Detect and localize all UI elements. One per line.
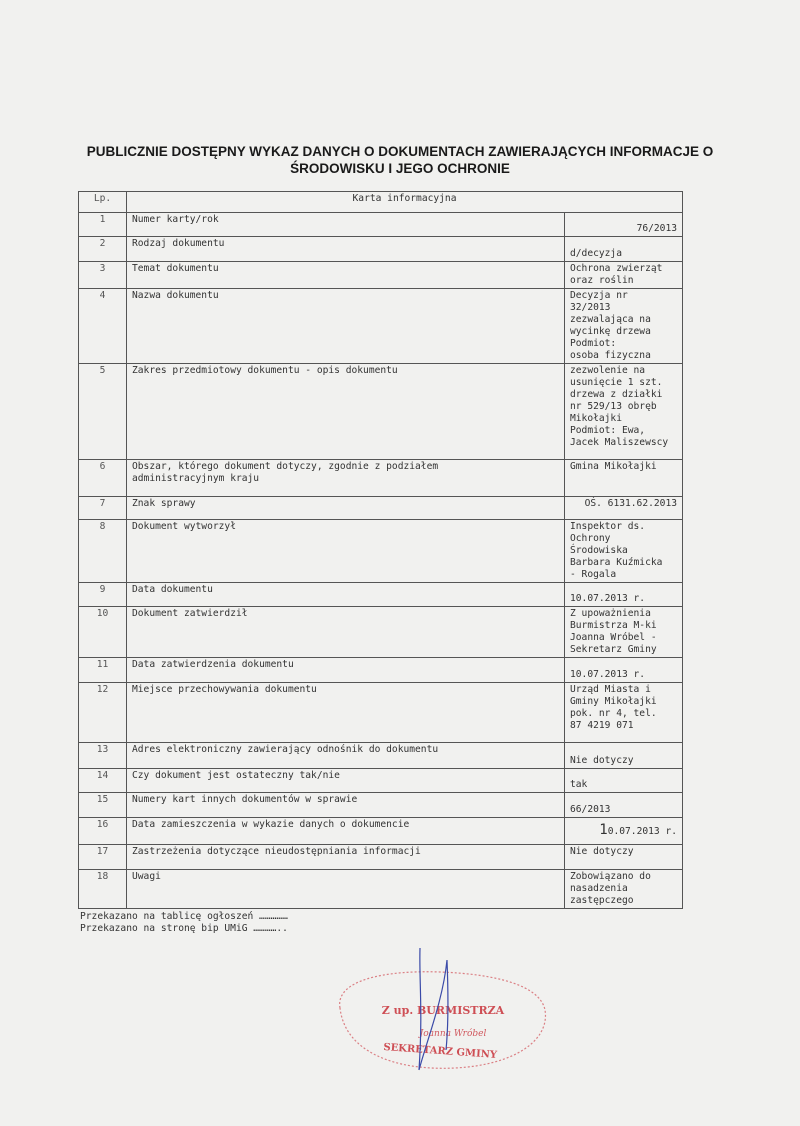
page-title-line-2: ŚRODOWISKU I JEGO OCHRONIE xyxy=(290,161,510,176)
table-row xyxy=(79,213,683,237)
table-row xyxy=(79,793,683,818)
row-label: Nazwa dokumentu xyxy=(127,289,565,364)
row-value: Gmina Mikołajki xyxy=(565,460,683,497)
row-value: Decyzja nr 32/2013 zezwalająca na wycinkę drzewa Podmiot: osoba fizyczna xyxy=(565,289,683,364)
official-stamp-signature xyxy=(315,940,555,1090)
row-number: 5 xyxy=(79,364,127,460)
row-value: tak xyxy=(565,769,683,793)
table-row xyxy=(79,364,683,460)
stamp-line-3: SEKRETARZ GMINY xyxy=(383,1042,498,1061)
row-number: 7 xyxy=(79,497,127,520)
date-rest: 0.07.2013 r. xyxy=(607,826,677,837)
row-label: Numery kart innych dokumentów w sprawie xyxy=(127,793,565,818)
row-value: d/decyzja xyxy=(565,237,683,262)
row-label: Czy dokument jest ostateczny tak/nie xyxy=(127,769,565,793)
footer-line-board: Przekazano na tablicę ogłoszeń …………… xyxy=(80,911,288,922)
table-row xyxy=(79,683,683,743)
row-value: Nie dotyczy xyxy=(565,845,683,870)
table-header-row xyxy=(79,192,683,213)
row-number: 3 xyxy=(79,262,127,289)
row-number: 15 xyxy=(79,793,127,818)
row-value: Zobowiązano do nasadzenia zastępczego xyxy=(565,870,683,909)
row-value: Urząd Miasta i Gminy Mikołajki pok. nr 4, tel. 87 4219 071 xyxy=(565,683,683,743)
row-value: 10.07.2013 r. xyxy=(565,583,683,607)
row-number: 14 xyxy=(79,769,127,793)
row-value: OŚ. 6131.62.2013 xyxy=(565,497,683,520)
row-value xyxy=(565,818,683,845)
row-label: Zakres przedmiotowy dokumentu - opis dokumentu xyxy=(127,364,565,460)
table-row xyxy=(79,870,683,909)
header-title: Karta informacyjna xyxy=(127,192,683,213)
information-card-table xyxy=(78,191,683,909)
row-label: Znak sprawy xyxy=(127,497,565,520)
row-value: zezwolenie na usunięcie 1 szt. drzewa z działki nr 529/13 obręb Mikołajki Podmiot: Ewa, Jacek Maliszewscy xyxy=(565,364,683,460)
row-number: 11 xyxy=(79,658,127,683)
row-value: Z upoważnienia Burmistrza M-ki Joanna Wróbel - Sekretarz Gminy xyxy=(565,607,683,658)
row-label: Data zatwierdzenia dokumentu xyxy=(127,658,565,683)
row-number: 12 xyxy=(79,683,127,743)
table-row xyxy=(79,607,683,658)
row-label: Data zamieszczenia w wykazie danych o dokumencie xyxy=(127,818,565,845)
row-label: Zastrzeżenia dotyczące nieudostępniania informacji xyxy=(127,845,565,870)
table-row xyxy=(79,658,683,683)
row-number: 18 xyxy=(79,870,127,909)
footer-notes xyxy=(80,911,288,934)
row-label: Miejsce przechowywania dokumentu xyxy=(127,683,565,743)
row-number: 2 xyxy=(79,237,127,262)
page-title xyxy=(60,143,740,177)
date-first-digit: 1 xyxy=(599,822,608,838)
row-value: Nie dotyczy xyxy=(565,743,683,769)
table-row xyxy=(79,818,683,845)
row-value: 76/2013 xyxy=(565,213,683,237)
row-number: 8 xyxy=(79,520,127,583)
row-label: Numer karty/rok xyxy=(127,213,565,237)
row-number: 1 xyxy=(79,213,127,237)
row-label: Adres elektroniczny zawierający odnośnik do dokumentu xyxy=(127,743,565,769)
table-row xyxy=(79,262,683,289)
header-lp: Lp. xyxy=(79,192,127,213)
page-title-line-1: PUBLICZNIE DOSTĘPNY WYKAZ DANYCH O DOKUMENTACH ZAWIERAJĄCYCH INFORMACJE O xyxy=(86,144,714,159)
row-number: 10 xyxy=(79,607,127,658)
row-label: Dokument zatwierdził xyxy=(127,607,565,658)
row-label: Rodzaj dokumentu xyxy=(127,237,565,262)
row-value: Ochrona zwierząt oraz roślin xyxy=(565,262,683,289)
row-number: 9 xyxy=(79,583,127,607)
table-row xyxy=(79,743,683,769)
row-number: 4 xyxy=(79,289,127,364)
row-label: Temat dokumentu xyxy=(127,262,565,289)
row-label: Uwagi xyxy=(127,870,565,909)
row-value: 66/2013 xyxy=(565,793,683,818)
row-label: Dokument wytworzył xyxy=(127,520,565,583)
row-number: 6 xyxy=(79,460,127,497)
row-label: Obszar, którego dokument dotyczy, zgodnie z podziałem administracyjnym kraju xyxy=(127,460,565,497)
row-value: Inspektor ds. Ochrony Środowiska Barbara Kuźmicka - Rogala xyxy=(565,520,683,583)
row-number: 13 xyxy=(79,743,127,769)
table-row xyxy=(79,497,683,520)
table-row xyxy=(79,237,683,262)
row-number: 16 xyxy=(79,818,127,845)
table-row xyxy=(79,845,683,870)
row-label: Data dokumentu xyxy=(127,583,565,607)
table-row xyxy=(79,460,683,497)
table-row xyxy=(79,289,683,364)
stamp-line-1: Z up. BURMISTRZA xyxy=(381,1004,505,1017)
row-number: 17 xyxy=(79,845,127,870)
table-row xyxy=(79,520,683,583)
table-row xyxy=(79,583,683,607)
table-row xyxy=(79,769,683,793)
stamp-line-2: Joanna Wróbel xyxy=(419,1029,487,1039)
row-value: 10.07.2013 r. xyxy=(565,658,683,683)
footer-line-bip: Przekazano na stronę bip UMiG ………….. xyxy=(80,922,288,934)
